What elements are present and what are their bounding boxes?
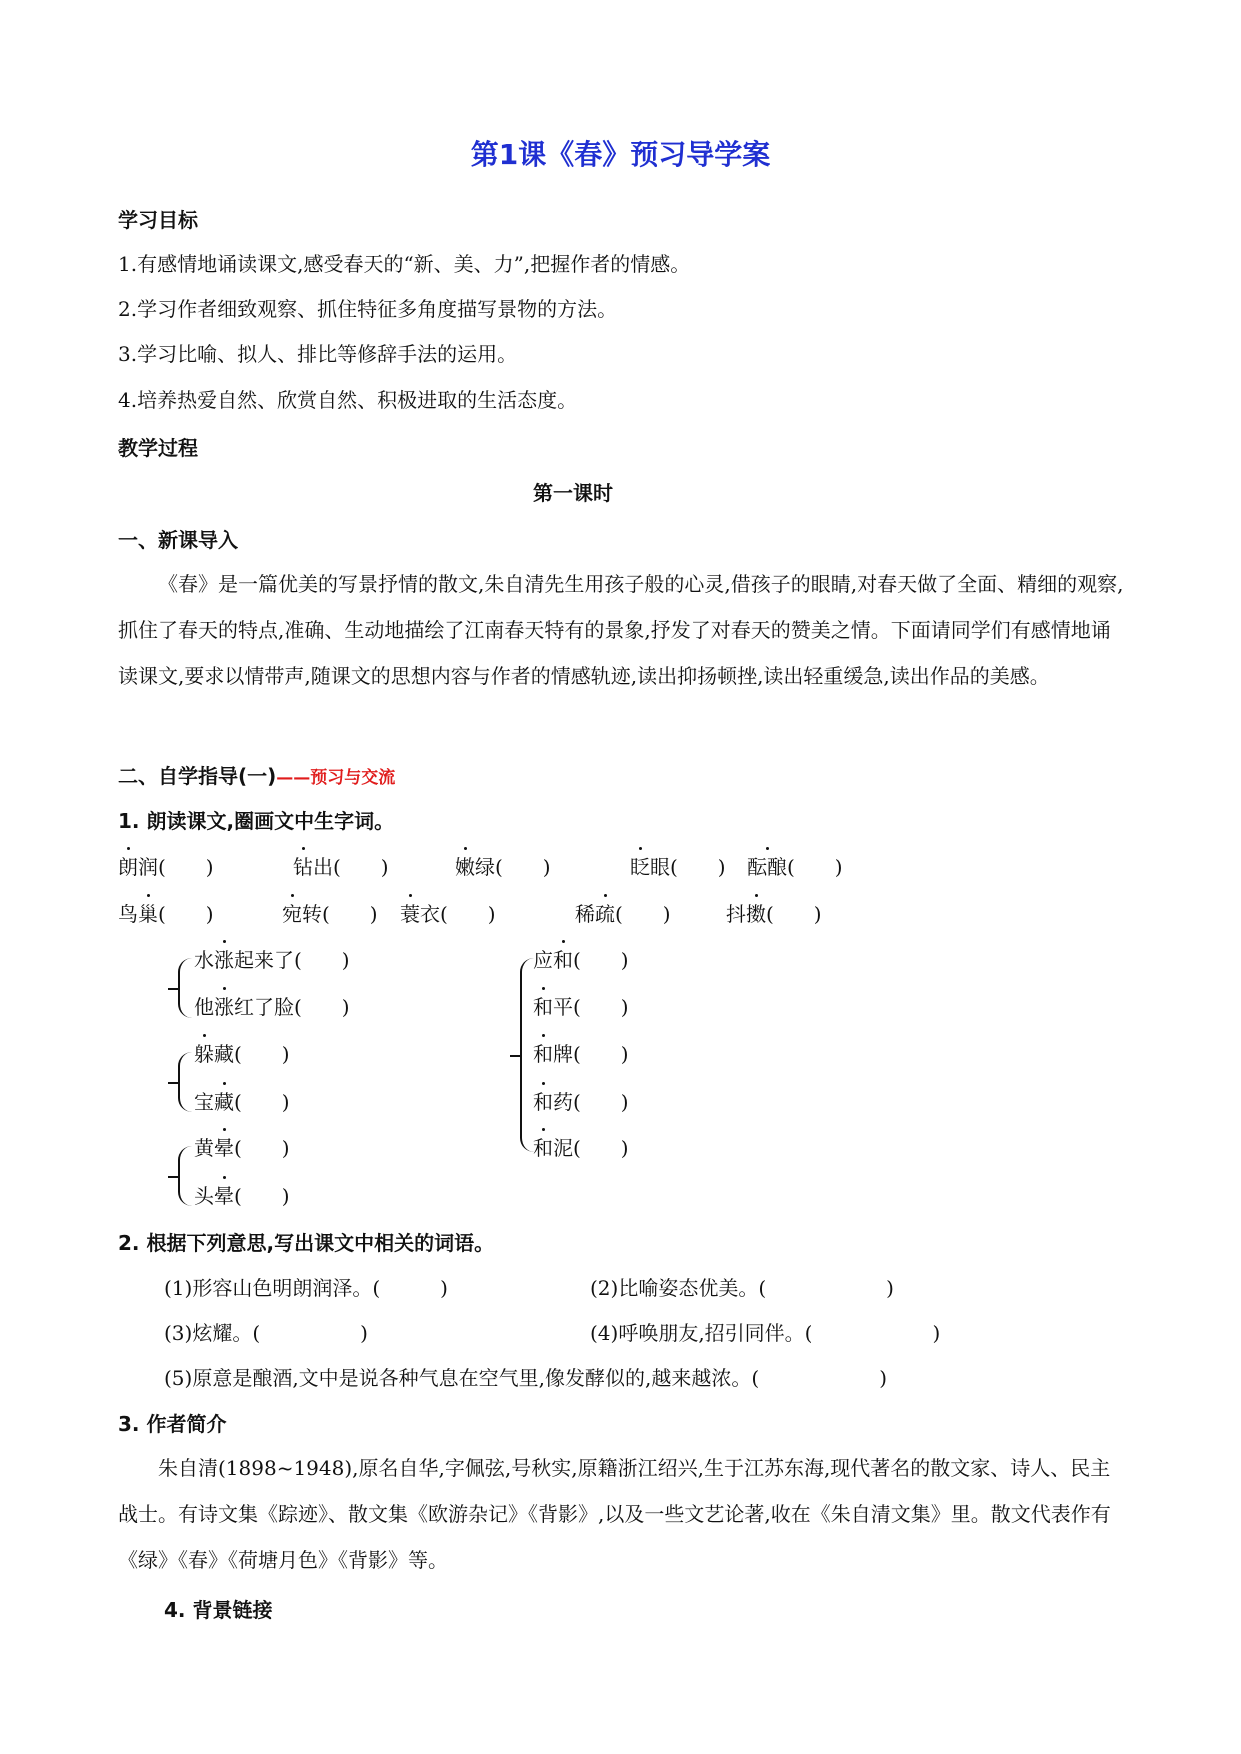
q2-item: (5)原意是酿酒,文中是说各种气息在空气里,像发酵似的,越来越浓。( ): [164, 1366, 888, 1390]
goal-item: 3.学习比喻、拟人、排比等修辞手法的运用。: [118, 342, 518, 366]
vocab-item: 和牌( ): [533, 1038, 629, 1067]
vocab-item: 和药( ): [533, 1086, 629, 1115]
vocab-item: 钻出( ): [293, 851, 389, 880]
vocab-item: 和平( ): [533, 991, 629, 1020]
q3-heading: 3. 作者简介: [118, 1412, 227, 1436]
vocab-item: 朗润( ): [118, 851, 214, 880]
vocab-item: 头晕( ): [194, 1180, 290, 1209]
section1-paragraph: 《春》是一篇优美的写景抒情的散文,朱自清先生用孩子般的心灵,借孩子的眼睛,对春天做了全面、精细的观察,抓住了春天的特点,准确、生动地描绘了江南春天特有的景象,抒发了对春天的赞美之情。下面请同学们有感情地诵读课文,要求以情带声,随课文的思想内容与作者的情感轨迹,读出抑扬顿挫,读出轻重缓急,读出作品的美感。: [118, 572, 1124, 688]
section1-heading: 一、新课导入: [118, 528, 238, 552]
goal-item: 1.有感情地诵读课文,感受春天的“新、美、力”,把握作者的情感。: [118, 252, 691, 276]
q4-heading: 4. 背景链接: [164, 1598, 273, 1622]
section2-heading: [118, 760, 395, 789]
q3-paragraph: 朱自清(1898~1948),原名自华,字佩弦,号秋实,原籍浙江绍兴,生于江苏东海,现代著名的散文家、诗人、民主战士。有诗文集《踪迹》、散文集《欧游杂记》《背影》,以及一些文艺论著,收在《朱自清文集》里。散文代表作有《绿》《春》《荷塘月色》《背影》等。: [118, 1456, 1111, 1572]
q2-item: (4)呼唤朋友,招引同伴。( ): [590, 1321, 941, 1345]
section2-heading-sub: ——预习与交流: [276, 768, 396, 788]
vocab-item: 眨眼( ): [630, 851, 726, 880]
vocab-item: 蓑衣( ): [400, 898, 496, 927]
goal-item: 2.学习作者细致观察、抓住特征多角度描写景物的方法。: [118, 297, 618, 321]
q2-item: (1)形容山色明朗润泽。( ): [164, 1276, 448, 1300]
vocab-item: 鸟巢( ): [118, 898, 214, 927]
vocab-item: 酝酿( ): [747, 851, 843, 880]
q2-item: (3)炫耀。( ): [164, 1321, 368, 1345]
goal-item: 4.培养热爱自然、欣赏自然、积极进取的生活态度。: [118, 388, 578, 412]
process-heading: 教学过程: [118, 436, 198, 460]
goals-heading: 学习目标: [118, 208, 198, 232]
vocab-item: 躲藏( ): [194, 1038, 290, 1067]
page-title: 第1课《春》预习导学案: [470, 138, 771, 171]
lesson-heading: 第一课时: [533, 481, 613, 505]
vocab-item: 黄晕( ): [194, 1132, 290, 1161]
q1-heading: 1. 朗读课文,圈画文中生字词。: [118, 809, 395, 833]
vocab-item: 稀疏( ): [575, 898, 671, 927]
vocab-item: 宛转( ): [282, 898, 378, 927]
vocab-item: 和泥( ): [533, 1132, 629, 1161]
vocab-item: 他涨红了脸( ): [194, 991, 350, 1020]
vocab-item: 抖擞( ): [726, 898, 822, 927]
q2-heading: 2. 根据下列意思,写出课文中相关的词语。: [118, 1231, 495, 1255]
vocab-item: 宝藏( ): [194, 1086, 290, 1115]
q2-item: (2)比喻姿态优美。( ): [590, 1276, 894, 1300]
section2-heading-main: 二、自学指导(一): [118, 764, 277, 788]
vocab-item: 水涨起来了( ): [194, 944, 350, 973]
vocab-item: 应和( ): [533, 944, 629, 973]
vocab-item: 嫩绿( ): [455, 851, 551, 880]
